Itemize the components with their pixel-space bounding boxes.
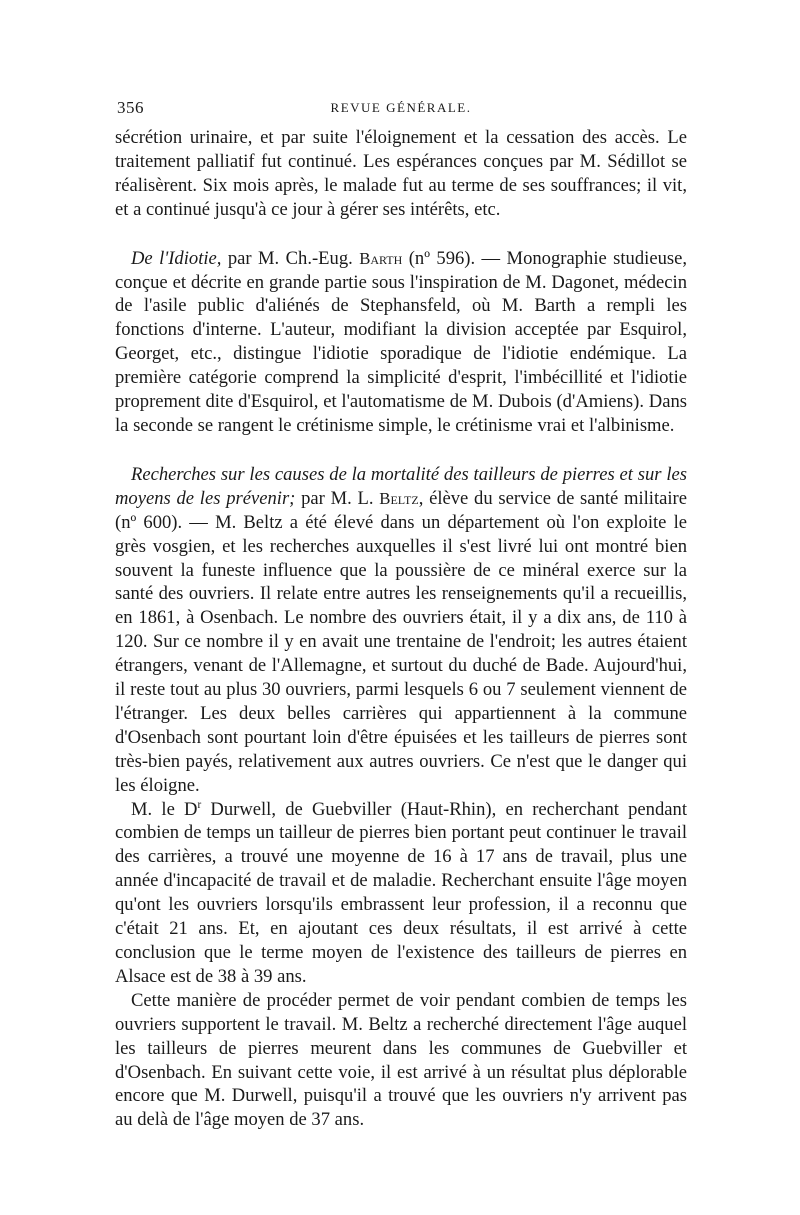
author-prefix: par M. Ch.-Eug.: [221, 247, 360, 269]
work-title: De l'Idiotie,: [131, 247, 222, 269]
paragraph-continuation: [115, 126, 687, 222]
review-tailleurs: [115, 463, 687, 798]
paragraph-text: sécrétion urinaire, et par suite l'éloignement et la cessation des accès. Le traitement palliatif fut continué. Les espérances conçues par M. Sédillot se réalisèrent. Six mois après, le malade fut au terme de ses souffrances; il vit, et a continué jusqu'à ce jour à gérer ses intérêts, etc.: [115, 127, 687, 220]
paragraph-text: Durwell, de Guebviller (Haut-Rhin), en recherchant pendant combien de temps un tailleur de pierres bien portant peut continuer le travail des carrières, a trouvé une moyenne de 16 à 17 ans de travail, plus une année d'incapacité de travail et de maladie. Recherchant ensuite l'âge moyen qu'ont les ouvriers lorsqu'ils embrassent leur profession, il a reconnu que c'était 21 ans. Et, en ajoutant ces deux résultats, il est arrivé à cette conclusion que le terme moyen de l'existence des tailleurs de pierres en Alsace est de 38 à 39 ans.: [115, 798, 687, 987]
paragraph-prefix: M. le D: [131, 798, 198, 820]
paragraph-durwell: [115, 798, 687, 989]
document-page: [115, 98, 687, 1132]
author-prefix: par M. L.: [295, 487, 380, 509]
review-idiotie: [115, 247, 687, 438]
page-header: [115, 98, 687, 120]
paragraph-conclusion: [115, 989, 687, 1132]
author-name: Barth: [359, 248, 403, 268]
author-name: Beltz: [379, 488, 419, 508]
abbrev-superscript: r: [197, 798, 202, 811]
paragraph-text: (nº 596). — Monographie studieuse, conçue et décrite en grande partie sous l'inspiration de M. Dagonet, médecin de l'asile public d'aliénés de Stephansfeld, où M. Barth a rempli les fonctions d'interne. L'auteur, modifiant la division acceptée par Esquirol, Georget, etc., distingue l'idiotie sporadique de l'idiotie endémique. La première catégorie comprend la simplicité d'esprit, l'imbécillité et l'idiotie proprement dite d'Esquirol, et l'automatisme de M. Dubois (d'Amiens). Dans la seconde se rangent le crétinisme simple, le crétinisme vrai et l'albinisme.: [115, 247, 688, 436]
paragraph-text: , élève du service de santé militaire (nº 600). — M. Beltz a été élevé dans un département où l'on exploite le grès vosgien, et les recherches auxquelles il s'est livré lui ont montré bien souvent la funeste influence que la poussière de ce minéral exerce sur la santé des ouvriers. Il relate entre autres les renseignements qu'il a recueillis, en 1861, à Osenbach. Le nombre des ouvriers était, il y a dix ans, de 110 à 120. Sur ce nombre il y en avait une trentaine de l'endroit; les autres étaient étrangers, venant de l'Allemagne, et surtout du duché de Bade. Aujourd'hui, il reste tout au plus 30 ouvriers, parmi lesquels 6 ou 7 seulement viennent de l'étranger. Les deux belles carrières qui appartiennent à la commune d'Osenbach sont pourtant loin d'être épuisées et les tailleurs de pierres sont très-bien payés, relativement aux autres ouvriers. Ce n'est que le danger qui les éloigne.: [115, 487, 687, 796]
page-number: 356: [117, 98, 144, 117]
running-title: REVUE GÉNÉRALE.: [330, 100, 472, 115]
work-title: Recherches sur les causes de la mortalité des tailleurs de pierres et sur les moyens de les prévenir;: [115, 463, 687, 509]
paragraph-text: Cette manière de procéder permet de voir pendant combien de temps les ouvriers supportent le travail. M. Beltz a recherché directement l'âge auquel les tailleurs de pierres meurent dans les communes de Guebviller et d'Osenbach. En suivant cette voie, il est arrivé à un résultat plus déplorable encore que M. Durwell, puisqu'il a trouvé que les ouvriers n'y arrivent pas au delà de l'âge moyen de 37 ans.: [115, 989, 687, 1131]
